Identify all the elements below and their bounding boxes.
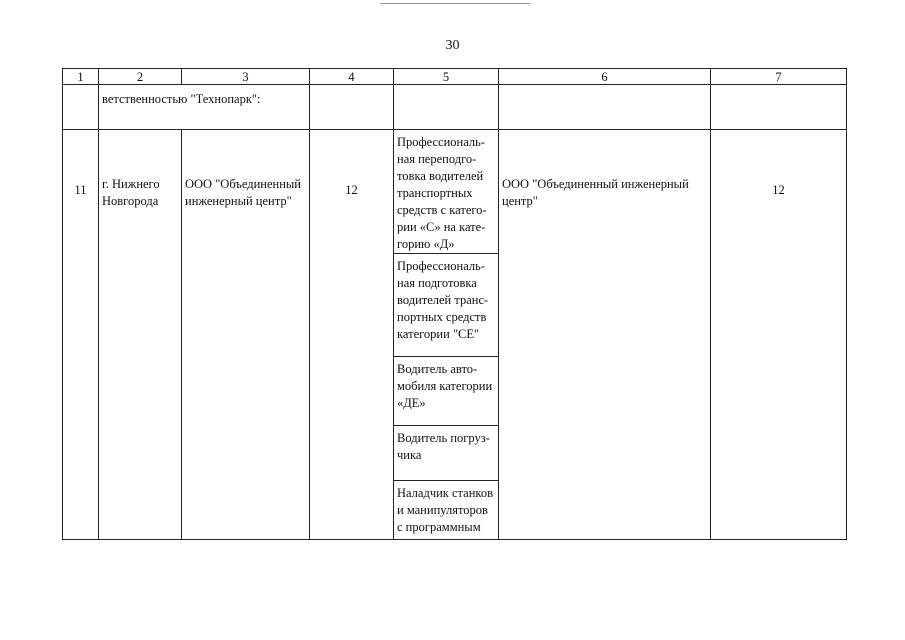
- empty-cell: [394, 85, 499, 130]
- column-number: 1: [63, 69, 99, 85]
- column-number: 5: [394, 69, 499, 85]
- continuation-row: [63, 85, 847, 130]
- continuation-text: ветственностью "Технопарк":: [99, 85, 310, 130]
- data-table: [62, 68, 847, 540]
- empty-cell: [711, 85, 847, 130]
- page-number: 30: [445, 38, 460, 53]
- program-cell: Наладчик станков и манипуляторов с программным: [394, 481, 499, 540]
- column-number-row: [63, 69, 847, 85]
- empty-cell: [499, 85, 711, 130]
- column-number: 4: [310, 69, 394, 85]
- column-number: 7: [711, 69, 847, 85]
- col4-value: 12: [310, 130, 394, 540]
- program-cell: Профессиональ-ная переподго-товка водителей транспортных средств с катего-рии «С» на кате-горию «Д»: [394, 130, 499, 254]
- col6-cell: ООО "Объединенный инженерный центр": [499, 130, 711, 540]
- empty-cell: [310, 85, 394, 130]
- col7-value: 12: [711, 130, 847, 540]
- program-cell: Водитель авто-мобиля категории «ДЕ»: [394, 357, 499, 426]
- organization-cell: ООО "Объединенный инженерный центр": [182, 130, 310, 540]
- row-number: 11: [63, 130, 99, 540]
- table-row: [63, 130, 847, 254]
- city-cell: г. Нижнего Новгорода: [99, 130, 182, 540]
- column-number: 3: [182, 69, 310, 85]
- column-number: 2: [99, 69, 182, 85]
- scan-artifact-line: [380, 3, 530, 4]
- program-cell: Водитель погруз-чика: [394, 426, 499, 481]
- column-number: 6: [499, 69, 711, 85]
- empty-cell: [63, 85, 99, 130]
- program-cell: Профессиональ-ная подготовка водителей транс-портных средств категории "СЕ": [394, 254, 499, 357]
